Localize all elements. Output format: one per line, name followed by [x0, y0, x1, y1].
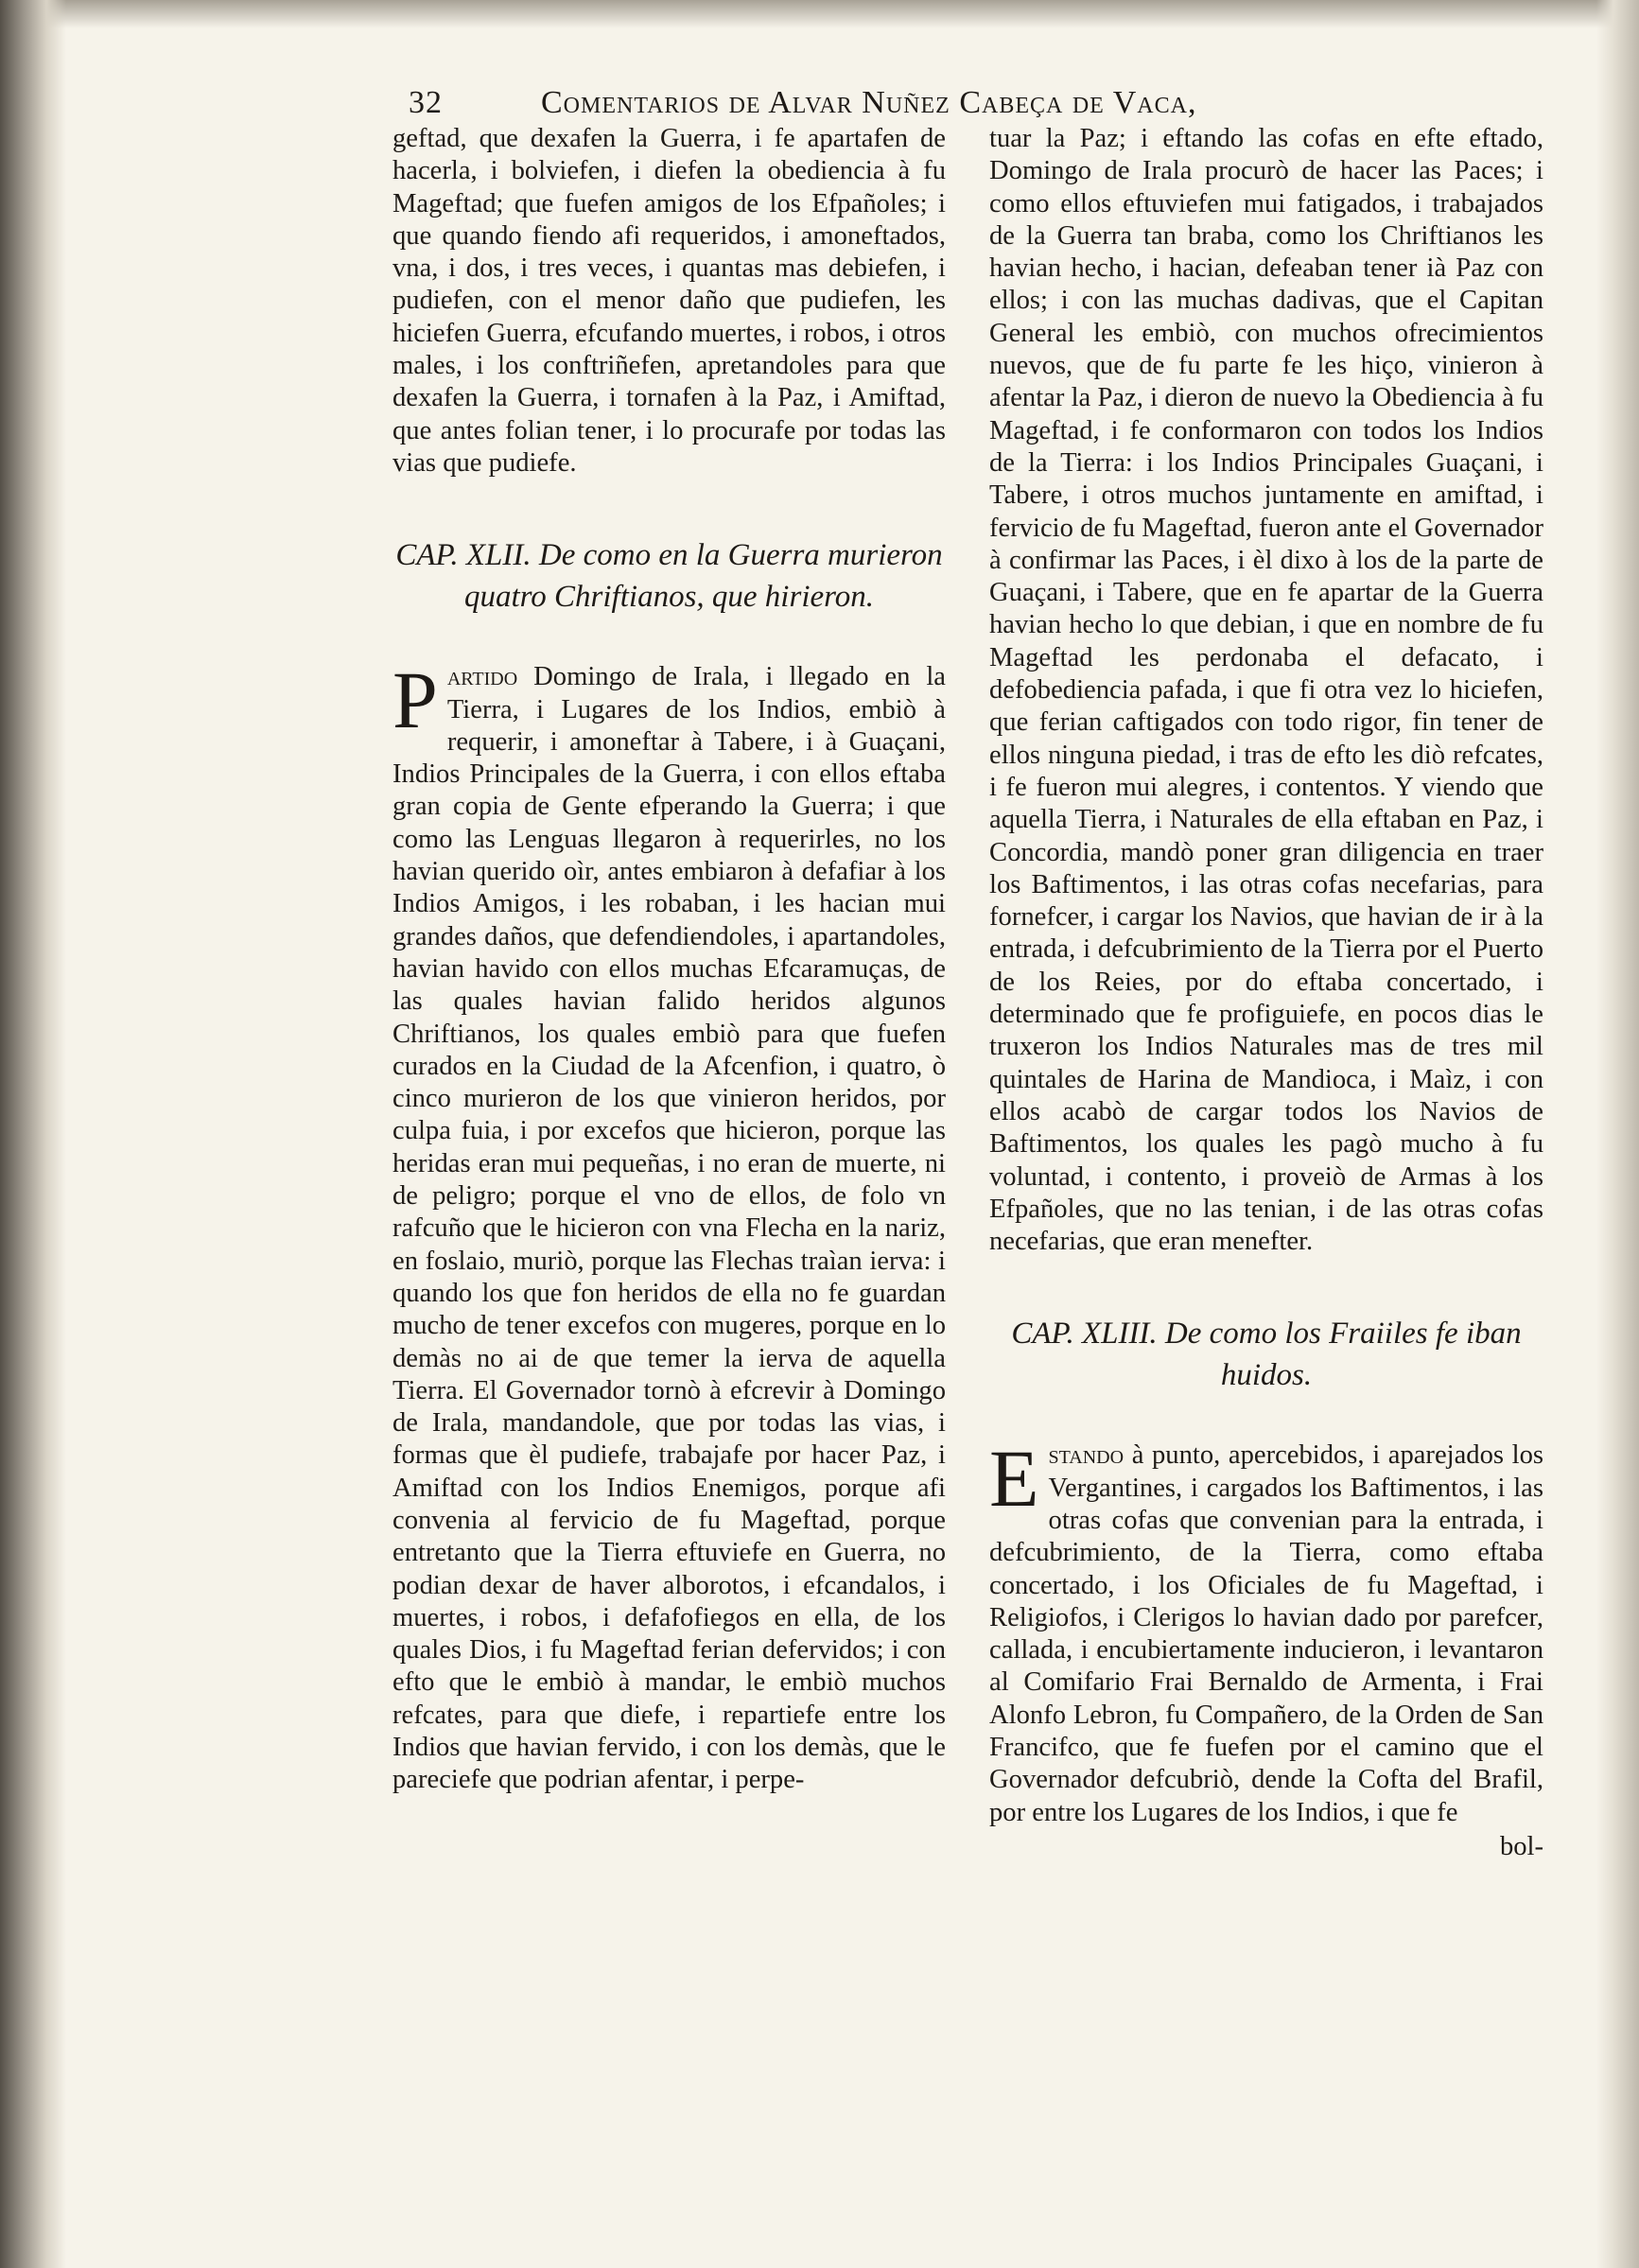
lead-word: stando — [1048, 1440, 1125, 1471]
binding-gutter-shadow — [0, 0, 66, 2268]
catchword: bol- — [1499, 1831, 1543, 1861]
right-continuation-paragraph: tuar la Paz; i eftando las cofas en efte eftado, Domingo de Irala procurò de hacer las Paces; i como ellos eftuviefen mui fatigados, i trabajados de la Guerra tan braba, como los Chriftianos les havian hecho, i hacian, defeaban tener ià Paz con ellos; i con las muchas dadivas, que el Capitan General les embiò, con muchos ofrecimientos nuevos, que de fu parte fe les hiço, vinieron à afentar la Paz, i dieron de nuevo la Obediencia à fu Mageftad, i fe conformaron con todos los Indios de la Tierra: i los Indios Principales Guaçani, i Tabere, i otros muchos juntamente en amiftad, i fervicio de fu Mageftad, fueron ante el Governador à confirmar las Paces, i èl dixo à los de la parte de Guaçani, i Tabere, que en fe apartar de la Guerra havian hecho lo que debian, i que en nombre de fu Mageftad les perdonaba el defacato, i defobediencia pafada, i que fi otra vez lo hiciefen, que ferian caftigados con todo rigor, fin tener de ellos ninguna piedad, i tras de efto les diò refcates, i fe fueron mui alegres, i contentos. Y viendo que aquella Tierra, i Naturales de ella eftaban en Paz, i Concordia, mandò poner gran diligencia en traer los Baftimentos, i las otras cofas necefarias, para fornefcer, i cargar los Navios, que havian de ir à la entrada, i defcubrimiento de la Tierra por el Puerto de los Reies, por do eftaba concertado, i determinado que fe profiguiefe, en pocos dias le truxeron los Indios Naturales mas de tres mil quintales de Harina de Mandioca, i Maìz, i con ellos acabò de cargar todos los Navios de Baftimentos, los quales les pagò mucho à fu voluntad, i contento, i proveiò de Armas à los Efpañoles, que no las tenian, i de las otras cofas necefarias, que eran menefter. — [989, 124, 1543, 1257]
left-column — [392, 123, 946, 1797]
running-head — [409, 85, 1354, 121]
running-title: Comentarios de Alvar Nuñez Cabeça de Vaca, — [541, 85, 1197, 120]
page-top-shadow — [0, 0, 1639, 28]
drop-cap: P — [392, 654, 438, 746]
page-number: 32 — [409, 85, 443, 120]
left-continuation-paragraph: geftad, que dexafen la Guerra, i fe apartafen de hacerla, i bolviefen, i diefen la obediencia à fu Mageftad; que fuefen amigos de los Efpañoles; i que quando fiendo afi requeridos, i amoneftados, vna, i dos, i tres veces, i quantas mas debiefen, i pudiefen, con el menor daño que pudiefen, les hiciefen Guerra, efcufando muertes, i robos, i otros males, i los conftriñefen, apretandoles para que dexafen la Guerra, i tornafen à la Paz, i Amiftad, que antes folian tener, i lo procurafe por todas las vias que pudiefe. — [392, 124, 946, 478]
drop-cap: E — [989, 1433, 1039, 1525]
right-column — [989, 123, 1543, 1863]
chapter-heading-xliii: CAP. XLIII. De como los Fraiiles fe iban huidos. — [1011, 1317, 1522, 1393]
lead-word: artido — [446, 662, 518, 692]
chapter-xlii-paragraph — [392, 654, 946, 1796]
chapter-heading-xlii: CAP. XLII. De como en la Guerra murieron quatro Chriftianos, que hirieron. — [395, 538, 943, 615]
chapter-xliii-paragraph — [989, 1433, 1543, 1829]
chapter-xlii-body: Domingo de Irala, i llegado en la Tierra, i Lugares de los Indios, embiò à requerir, i amoneftar à Tabere, i à Guaçani, Indios Principales de la Guerra, i con ellos eftaba gran copia de Gente efperando la Guerra; i que como las Lenguas llegaron à requerirles, no los havian querido oìr, antes embiaron à defafiar à los Indios Amigos, i les robaban, i les hacian mui grandes daños, que defendiendoles, i apartandoles, havian havido con ellos muchas Efcaramuças, de las quales havian falido heridos algunos Chriftianos, los quales embiò para que fuefen curados en la Ciudad de la Afcenfion, i quatro, ò cinco murieron de los que vinieron heridos, por culpa fuia, i por excefos que hicieron, porque las heridas eran mui pequeñas, i no eran de muerte, ni de peligro; porque el vno de ellos, de folo vn rafcuño que le hicieron con vna Flecha en la nariz, en foslaio, muriò, porque las Flechas traìan ierva: i quando los que fon heridos de ella no fe guardan mucho de tener excefos con mugeres, porque en lo demàs no ai de que temer la ierva de aquella Tierra. El Governador tornò à efcrevir à Domingo de Irala, mandandole, que por todas las vias, i formas que èl pudiefe, trabajafe por hacer Paz, i Amiftad con los Indios Enemigos, porque afi convenia al fervicio de fu Mageftad, porque entretanto que la Tierra eftuviefe en Guerra, no podian dexar de haver alborotos, i efcandalos, i muertes, i robos, i defafofiegos en ella, de los quales Dios, i fu Mageftad ferian defervidos; i con efto que le embiò à mandar, le embiò muchos refcates, para que diefe, i repartiefe entre los Indios que havian fervido, i con los demàs, que le pareciefe que podrian afentar, i perpe- — [392, 662, 946, 1795]
chapter-xliii-body: à punto, apercebidos, i aparejados los Vergantines, i cargados los Baftimentos, i las otras cofas que convenian para la entrada, i defcubrimiento, de la Tierra, como eftaba concertado, i los Oficiales de fu Mageftad, i Religiofos, i Clerigos lo havian dado por parefcer, callada, i encubiertamente inducieron, i levantaron al Comifario Frai Bernaldo de Armenta, i Frai Alonfo Lebron, fu Compañero, de la Orden de San Francifco, que fe fuefen por el camino que el Governador defcubriò, dende la Cofta del Brafil, por entre los Lugares de los Indios, i que fe — [989, 1440, 1543, 1827]
page-edge — [1596, 0, 1639, 2268]
